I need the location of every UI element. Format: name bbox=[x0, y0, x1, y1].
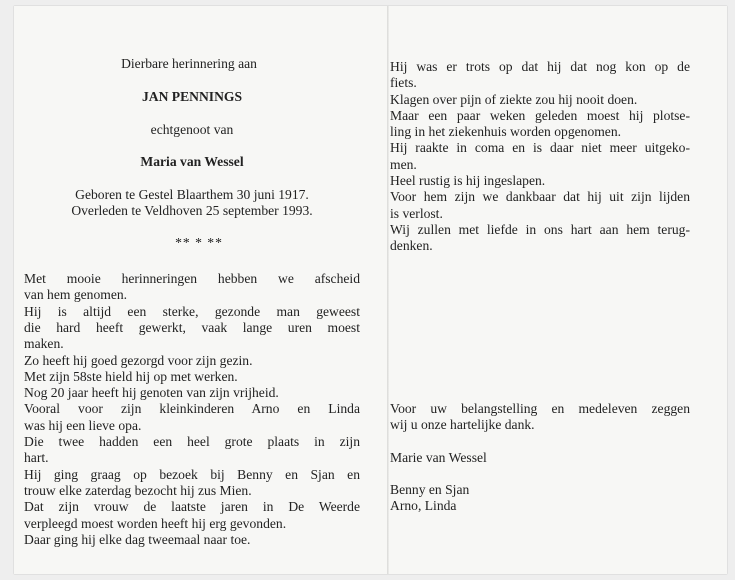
signature-line: Arno, Linda bbox=[390, 498, 457, 514]
text-line: Daar ging hij elke dag tweemaal naar toe. bbox=[24, 531, 251, 547]
signature-line: Benny en Sjan bbox=[390, 481, 470, 497]
text-line: Hij raakte in coma en is daar niet meer uitgeko- bbox=[390, 140, 690, 156]
text-line: denken. bbox=[390, 238, 433, 254]
text-line: Hij was er trots op dat hij dat nog kon op de bbox=[390, 59, 690, 74]
thanks-line: Voor uw belangstelling en medeleven zeggen bbox=[390, 401, 690, 416]
separator: ** * ** bbox=[175, 234, 223, 250]
signature-family bbox=[390, 482, 690, 515]
text-line: ling in het ziekenhuis worden opgenomen. bbox=[390, 124, 622, 140]
thanks-line: wij u onze hartelijke dank. bbox=[390, 417, 535, 433]
death-line: Overleden te Veldhoven 25 september 1993. bbox=[71, 203, 313, 219]
text-line: Dat zijn vrouw de laatste jaren in De Weerde bbox=[24, 499, 360, 515]
text-line: van hem genomen. bbox=[24, 287, 128, 303]
text-line: men. bbox=[390, 156, 417, 172]
text-line: maken. bbox=[24, 336, 64, 352]
text-line: Met mooie herinneringen hebben we afscheid bbox=[24, 271, 360, 287]
signature-spouse: Marie van Wessel bbox=[390, 449, 487, 465]
deceased-name: JAN PENNINGS bbox=[141, 89, 243, 105]
text-line: die hard heeft gewerkt, vaak lange uren moest bbox=[24, 319, 360, 335]
life-dates bbox=[24, 187, 360, 220]
card-fold bbox=[387, 6, 389, 574]
text-line: fiets. bbox=[390, 75, 417, 91]
spouse-label: echtgenoot van bbox=[150, 121, 234, 137]
text-line: Hij is altijd een sterke, gezonde man geweest bbox=[24, 303, 360, 319]
text-line: is verlost. bbox=[390, 205, 443, 221]
spouse-name: Maria van Wessel bbox=[140, 153, 244, 169]
left-body-text bbox=[24, 271, 360, 548]
text-line: Met zijn 58ste hield hij op met werken. bbox=[24, 368, 238, 384]
birth-line: Geboren te Gestel Blaarthem 30 juni 1917. bbox=[75, 187, 309, 203]
thanks-section bbox=[390, 401, 690, 514]
text-line: Heel rustig is hij ingeslapen. bbox=[390, 173, 546, 189]
text-line: Klagen over pijn of ziekte zou hij nooit doen. bbox=[390, 91, 638, 107]
text-line: Die twee hadden een heel grote plaats in zijn bbox=[24, 434, 360, 450]
text-line: verpleegd moest worden heeft hij erg gevonden. bbox=[24, 515, 287, 531]
text-line: Hij ging graag op bezoek bij Benny en Sjan en bbox=[24, 466, 360, 482]
text-line: Maar een paar weken geleden moest hij plotse- bbox=[390, 107, 690, 123]
left-page bbox=[24, 56, 360, 548]
text-line: hart. bbox=[24, 450, 49, 466]
text-line: Wij zullen met liefde in ons hart aan hem terug- bbox=[390, 221, 690, 237]
text-line: trouw elke zaterdag bezocht hij zus Mien. bbox=[24, 482, 252, 498]
right-page-text bbox=[390, 59, 690, 255]
text-line: Vooral voor zijn kleinkinderen Arno en Linda bbox=[24, 401, 360, 417]
text-line: Voor hem zijn we dankbaar dat hij uit zijn lijden bbox=[390, 189, 690, 205]
text-line: Nog 20 jaar heeft hij genoten van zijn vrijheid. bbox=[24, 385, 279, 401]
intro-text: Dierbare herinnering aan bbox=[121, 56, 257, 71]
text-line: was hij een lieve opa. bbox=[24, 417, 142, 433]
text-line: Zo heeft hij goed gezorgd voor zijn gezin. bbox=[24, 352, 253, 368]
